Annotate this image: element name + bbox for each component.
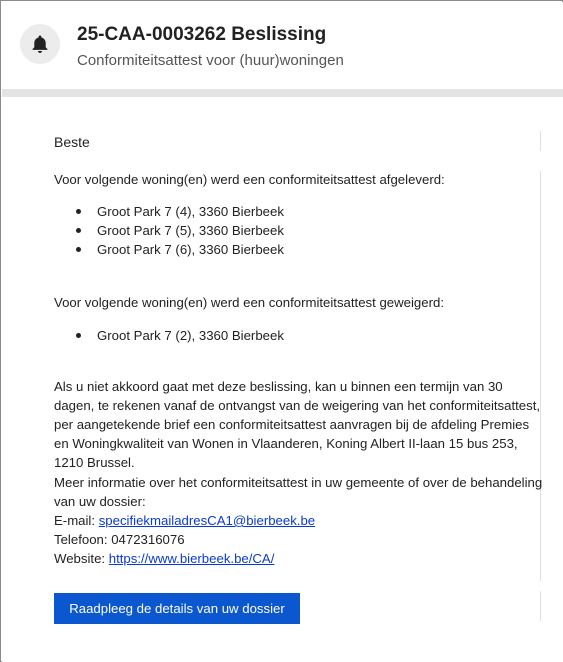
list-item: Groot Park 7 (2), 3360 Bierbeek bbox=[54, 326, 544, 345]
phone-value: 0472316076 bbox=[111, 532, 185, 548]
delivered-list bbox=[54, 202, 544, 259]
list-item: Groot Park 7 (4), 3360 Bierbeek bbox=[54, 202, 544, 221]
greeting: Beste bbox=[54, 134, 90, 150]
message-content bbox=[54, 133, 544, 569]
info-text: Meer informatie over het conformiteitsattest in uw gemeente of over de behandeling van uw dossier: bbox=[54, 474, 543, 509]
website-link[interactable]: https://www.bierbeek.be/CA/ bbox=[108, 551, 275, 567]
content-edge-rule bbox=[540, 591, 541, 621]
email-label: E-mail: bbox=[54, 513, 99, 529]
bell-icon bbox=[20, 24, 60, 64]
notification-header bbox=[2, 2, 563, 89]
phone-line bbox=[54, 530, 544, 549]
delivered-intro: Voor volgende woning(en) werd een conformiteitsattest afgeleverd: bbox=[54, 172, 445, 188]
message-body bbox=[2, 97, 563, 662]
refused-intro: Voor volgende woning(en) werd een conformiteitsattest geweigerd: bbox=[54, 295, 444, 311]
email-line bbox=[54, 511, 544, 530]
refused-list bbox=[54, 326, 544, 345]
phone-label: Telefoon: bbox=[54, 532, 112, 548]
website-label: Website: bbox=[54, 551, 109, 567]
notification-title: 25-CAA-0003262 Beslissing bbox=[77, 24, 327, 45]
list-item: Groot Park 7 (5), 3360 Bierbeek bbox=[54, 221, 544, 240]
header-divider bbox=[2, 89, 563, 97]
appeal-text: Als u niet akkoord gaat met deze beslissing, kan u binnen een termijn van 30 dagen, te rekenen vanaf de ontvangst van de weigering van het conformiteitsattest, per aangetekende brief een conformiteitsattest aanvragen bij de afdeling Premies en Woningkwaliteit van Wonen in Vlaanderen, Koning Albert II-laan 15 bus 253, 1210 Brussel. bbox=[54, 378, 541, 471]
list-item: Groot Park 7 (6), 3360 Bierbeek bbox=[54, 240, 544, 259]
notification-subtitle: Conformiteitsattest voor (huur)woningen bbox=[77, 52, 344, 69]
email-link[interactable]: specifiekmailadresCA1@bierbeek.be bbox=[98, 513, 316, 529]
website-line bbox=[54, 549, 544, 568]
view-dossier-button[interactable]: Raadpleeg de details van uw dossier bbox=[54, 593, 300, 624]
